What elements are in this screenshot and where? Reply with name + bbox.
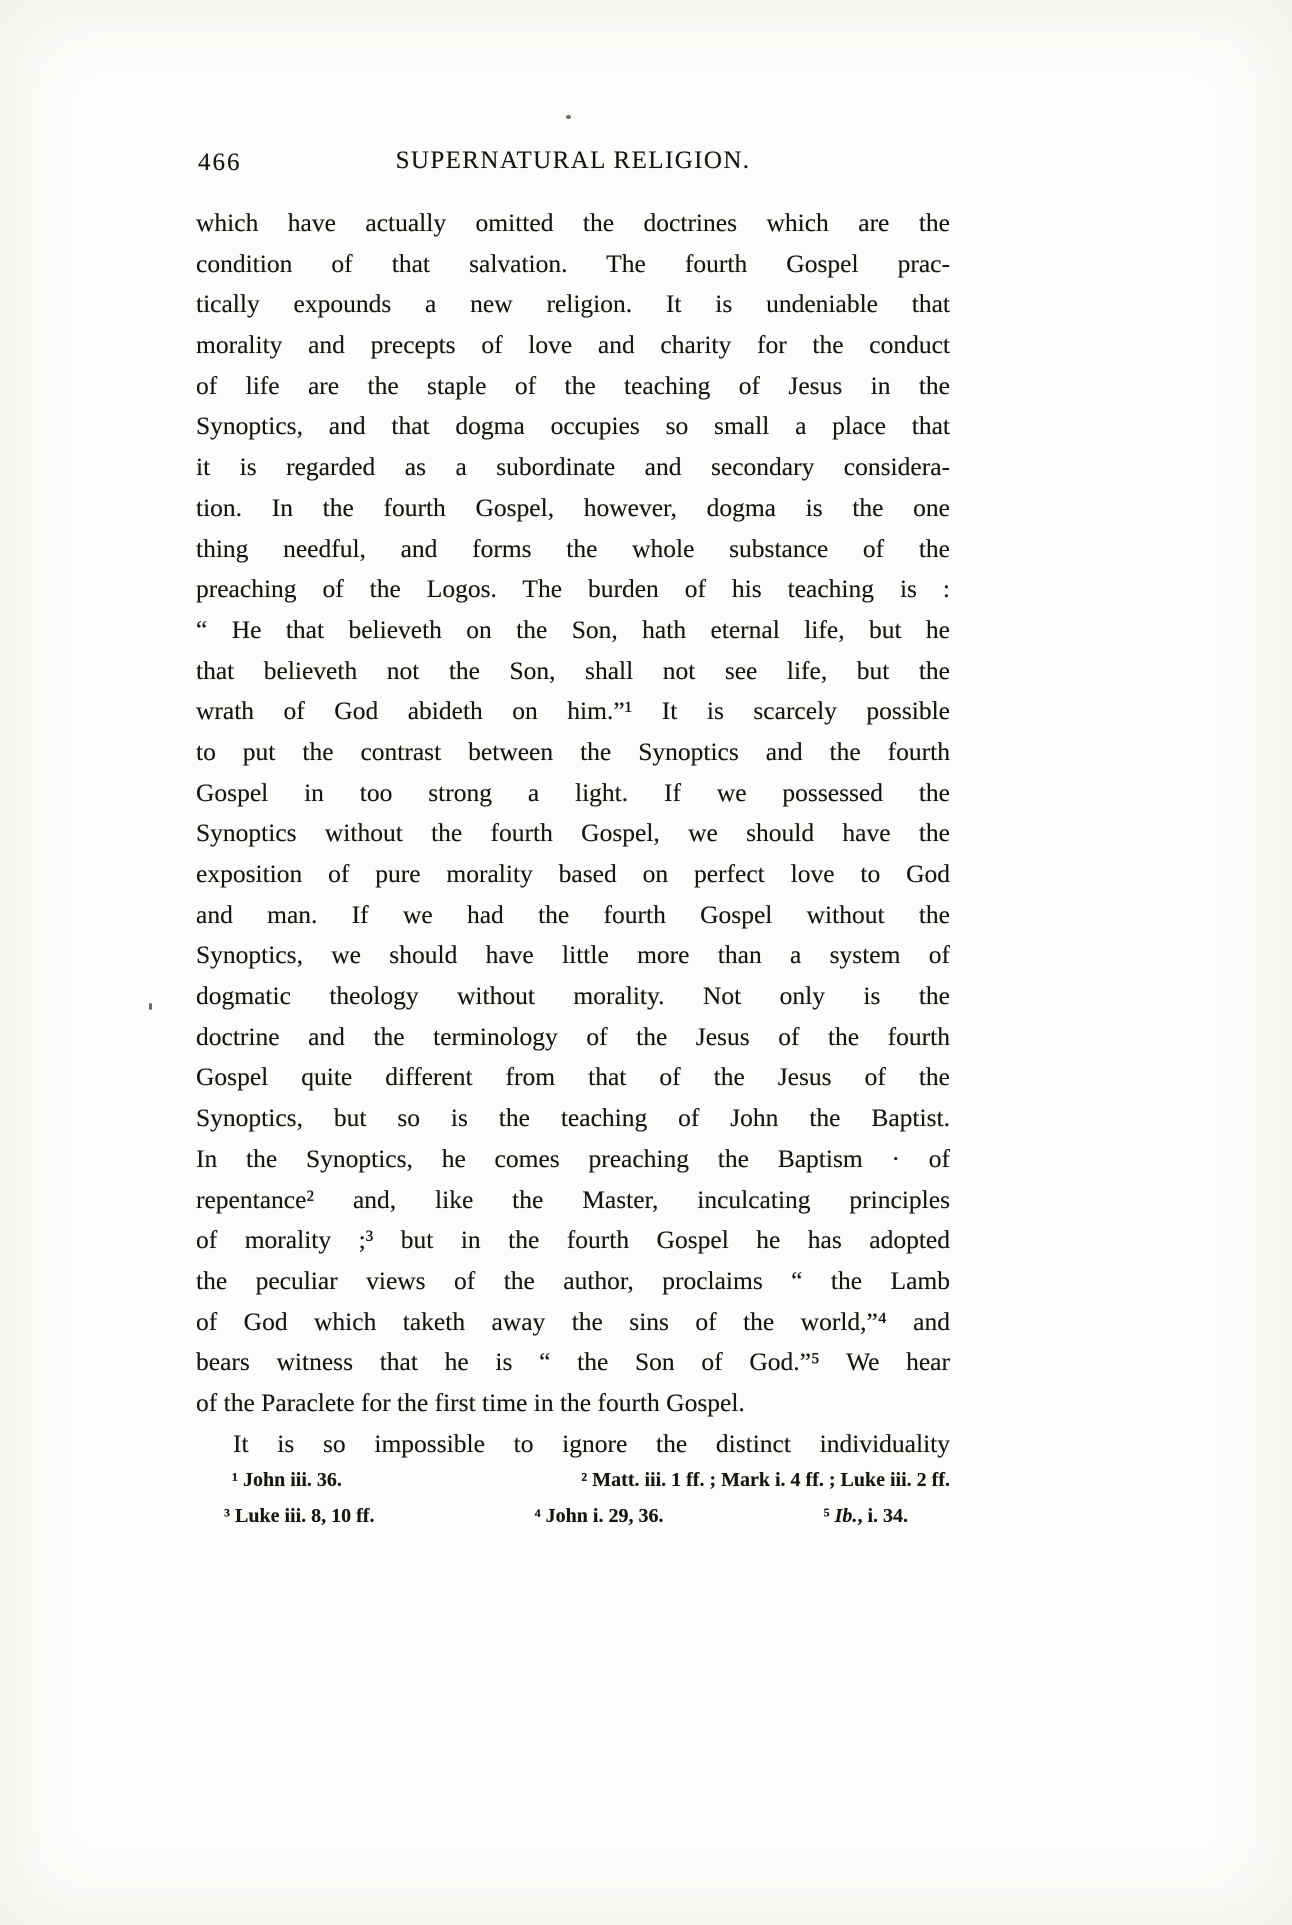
text-line: of morality ;³ but in the fourth Gospel he has adopted xyxy=(196,1225,950,1255)
text-line: morality and precepts of love and charity for the conduct xyxy=(196,330,950,360)
footnote-row-1 xyxy=(196,1462,950,1498)
body-text xyxy=(196,203,950,1464)
text-line: Gospel in too strong a light. If we possessed the xyxy=(196,777,950,807)
text-line: it is regarded as a subordinate and secondary considera- xyxy=(196,452,950,482)
text-line: bears witness that he is “ the Son of God.”⁵ We hear xyxy=(196,1347,950,1377)
footnotes xyxy=(196,1462,950,1534)
footnote-5 xyxy=(824,1498,908,1534)
text-line: Gospel quite different from that of the Jesus of the xyxy=(196,1062,950,1092)
text-line: tion. In the fourth Gospel, however, dogma is the one xyxy=(196,492,950,522)
text-line: and man. If we had the fourth Gospel without the xyxy=(196,899,950,929)
text-line: Synoptics, and that dogma occupies so small a place that xyxy=(196,411,950,441)
text-line: In the Synoptics, he comes preaching the Baptism · of xyxy=(196,1143,950,1173)
text-line: dogmatic theology without morality. Not only is the xyxy=(196,981,950,1011)
text-line: condition of that salvation. The fourth Gospel prac- xyxy=(196,248,950,278)
footnote-5-marker: ⁵ xyxy=(823,1505,835,1527)
footnote-2: ² Matt. iii. 1 ff. ; Mark i. 4 ff. ; Luke iii. 2 ff. xyxy=(581,1469,950,1491)
footnote-1: ¹ John iii. 36. xyxy=(232,1469,342,1491)
text-line: Synoptics without the fourth Gospel, we should have the xyxy=(196,818,950,848)
page-header xyxy=(196,146,950,176)
scan-speck xyxy=(566,115,571,119)
text-line: to put the contrast between the Synoptics and the fourth xyxy=(196,736,950,766)
text-line: “ He that believeth on the Son, hath eternal life, but he xyxy=(196,614,950,644)
text-line: preaching of the Logos. The burden of his teaching is : xyxy=(196,574,950,604)
text-line: doctrine and the terminology of the Jesus of the fourth xyxy=(196,1021,950,1051)
text-line: of the Paraclete for the first time in the fourth Gospel. xyxy=(196,1387,745,1417)
text-line: the peculiar views of the author, proclaims “ the Lamb xyxy=(196,1265,950,1295)
text-line: which have actually omitted the doctrines which are the xyxy=(196,208,950,237)
footnote-5-ref: , i. 34. xyxy=(857,1505,908,1527)
scan-speck xyxy=(149,1003,152,1010)
text-line: wrath of God abideth on him.”¹ It is scarcely possible xyxy=(196,696,950,726)
footnote-4: ⁴ John i. 29, 36. xyxy=(534,1505,664,1527)
footnote-3: ³ Luke iii. 8, 10 ff. xyxy=(224,1505,375,1527)
text-line: of God which taketh away the sins of the world,”⁴ and xyxy=(196,1306,950,1336)
text-line: Synoptics, but so is the teaching of John the Baptist. xyxy=(196,1103,950,1133)
body-lines xyxy=(196,203,950,1464)
text-line: exposition of pure morality based on perfect love to God xyxy=(196,859,950,888)
text-line: of life are the staple of the teaching of Jesus in the xyxy=(196,370,950,400)
running-title: SUPERNATURAL RELIGION. xyxy=(395,147,751,174)
text-line: tically expounds a new religion. It is undeniable that xyxy=(196,289,950,319)
text-line: Synoptics, we should have little more than a system of xyxy=(196,940,950,970)
text-line: that believeth not the Son, shall not see life, but the xyxy=(196,655,950,685)
text-line: It is so impossible to ignore the distinct individuality xyxy=(233,1428,950,1458)
footnote-row-2 xyxy=(196,1498,950,1534)
text-line: repentance² and, like the Master, inculcating principles xyxy=(196,1184,950,1214)
page-number: 466 xyxy=(198,149,242,176)
text-line: thing needful, and forms the whole substance of the xyxy=(196,533,950,563)
footnote-5-ibid: Ib. xyxy=(834,1505,858,1527)
